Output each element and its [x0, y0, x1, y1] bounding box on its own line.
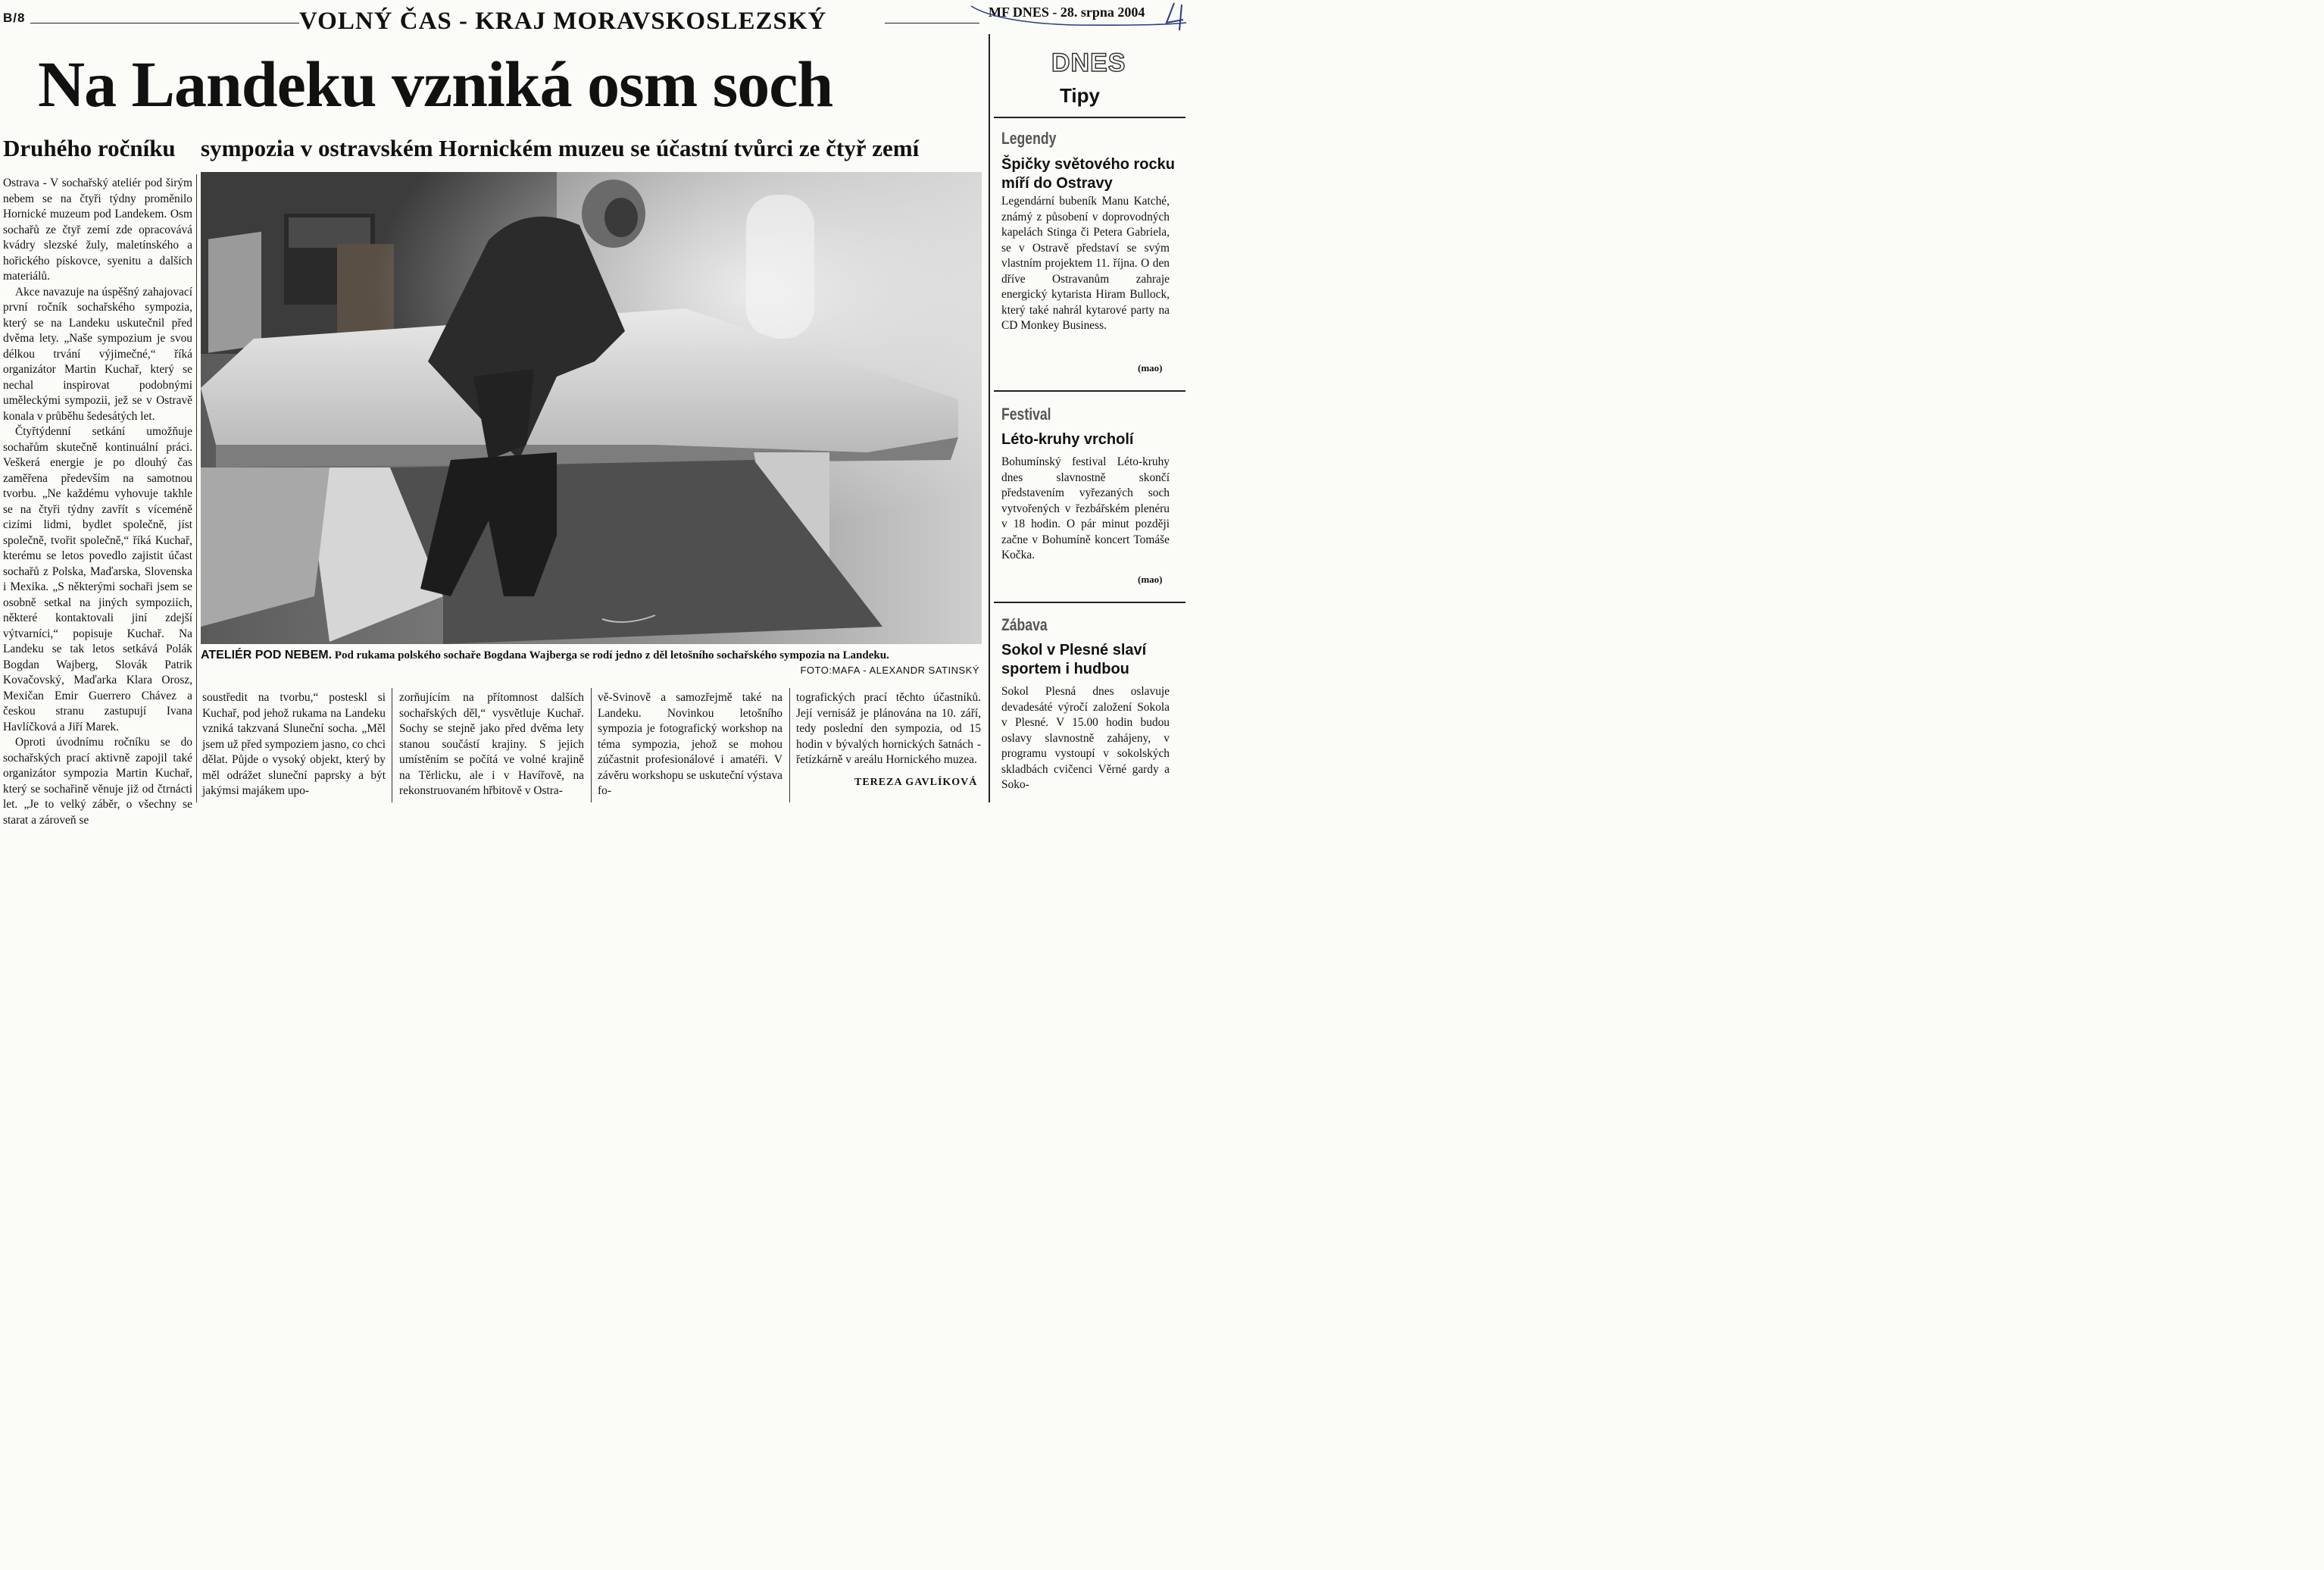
- sidebar-item-signature: (mao): [1138, 574, 1163, 585]
- article-column-3: [399, 690, 584, 799]
- article-column-2: [202, 690, 386, 799]
- paragraph: Čtyřtýdenní setkání umožňuje sochařům skutečně kontinuální práci. Veškerá energie je po dlouhý čas zaměřena především na samotnou tvorbu. „Ne každému vyhovuje takhle se na čtyři týdny zavřít s víceméně cizími lidmi, bydlet společně, jíst společně, tvořit společně,“ říká Kuchař, kterému se letos povedlo zajistit účast sochařů z Polska, Maďarska, Slovenska i Mexika. „S některými sochaři jsem se osobně setkal na jiných sympoziích, některé kontaktovali jiní zdejší výtvarníci,“ popisuje Kuchař. Na Landeku se tak letos setkává Polák Bogdan Wajberg, Slovák Patrik Kovačovský, Maďarka Klara Orosz, Mexičan Emir Guerrero Chávez a českou stranu zastupují Ivana Havlíčková a Jiří Marek.: [3, 425, 192, 733]
- photo-caption: [201, 649, 981, 662]
- paragraph: soustředit na tvorbu,“ posteskl si Kuchař, pod jehož rukama na Landeku vzniká takzvaná Sluneční socha. „Měl jsem už před sympoziem jasno, co chci dělat. Půjde o vysoký objekt, který by měl odrážet sluneční paprsky a být jakýmsi majákem upo-: [202, 691, 386, 797]
- column-divider: [789, 688, 790, 802]
- sidebar-item-signature: (mao): [1138, 362, 1163, 374]
- paragraph: vě-Svinově a samozřejmě také na Landeku. Novinkou letošního sympozia je fotografický workshop na téma sympozia, jehož se mohou zúčastnit profesionálové i amatéři. V závěru workshopu se uskuteční výstava fo-: [598, 691, 782, 797]
- sidebar-item-body: Legendární bubeník Manu Katché, známý z působení v doprovodných kapelách Stinga či Petera Gabriela, se v Ostravě představí se svým vlastním projektem 11. října. O den dříve Ostravanům zahraje energický kytarista Hiram Bullock, který také nahrál kytarové party na CD Monkey Business.: [1001, 195, 1170, 332]
- sidebar-category: Festival: [1001, 405, 1051, 424]
- article-column-4: [598, 690, 782, 799]
- subheadline-part1: Druhého ročníku: [3, 135, 176, 161]
- paragraph: tografických prací těchto účastníků. Její vernisáž je plánována na 10. září, tedy poslední den sympozia, od 15 hodin v bývalých hornických šatnách - řetízkárně v areálu Hornického muzea.: [796, 691, 981, 766]
- paragraph: Ostrava - V sochařský ateliér pod širým nebem se na čtyři týdny proměnilo Hornické muzeum pod Landekem. Osm sochařů ze čtyř zemí zde opracovává kvádry slezské žuly, maletínského a hořického pískovce, syenitu a dalších materiálů.: [3, 177, 192, 283]
- sidebar-title: DNES: [1051, 48, 1126, 77]
- author-byline: TEREZA GAVLÍKOVÁ: [854, 777, 978, 788]
- article-column-5: [796, 690, 981, 768]
- headline: Na Landeku vzniká osm soch: [38, 48, 833, 120]
- caption-text: Pod rukama polského sochaře Bogdana Wajberga se rodí jedno z děl letošního sochařského sympozia na Landeku.: [332, 649, 889, 661]
- sidebar-rule: [994, 602, 1185, 603]
- sidebar-item-title: Léto-kruhy vrcholí: [1001, 431, 1134, 448]
- column-divider: [591, 688, 592, 802]
- publication-date: MF DNES - 28. srpna 2004: [989, 5, 1145, 20]
- section-title: VOLNÝ ČAS - KRAJ MORAVSKOSLEZSKÝ: [299, 8, 827, 35]
- column-divider: [196, 174, 197, 802]
- caption-lead: ATELIÉR POD NEBEM.: [201, 649, 333, 661]
- sidebar-item-title: Špičky světového rocku míří do Ostravy: [1001, 156, 1175, 192]
- sidebar-category: Zábava: [1001, 615, 1048, 634]
- sidebar-rule: [994, 390, 1185, 392]
- photo-credit: FOTO:MAFA - ALEXANDR SATINSKÝ: [800, 665, 979, 676]
- sidebar-item-body: Sokol Plesná dnes oslavuje devadesáté výročí založení Sokola v Plesné. V 15.00 hodin budou oslavy slavnostně zahájeny, v programu vystoupí v sokolských skladbách cvičenci Věrné gardy a Soko-: [1001, 685, 1170, 791]
- sidebar-category: Legendy: [1001, 129, 1057, 148]
- article-photo: [201, 172, 982, 644]
- paragraph: Akce navazuje na úspěšný zahajovací první ročník sochařského sympozia, který se na Landeku uskutečnil před dvěma lety. „Naše sympozium je svou délkou trvání výjimečné,“ říká organizátor Martin Kuchař, který se nechal inspirovat podobnými uměleckými sympozii, jež se v Ostravě konala v průběhu šedesátých let.: [3, 285, 192, 423]
- sidebar-item-title: Sokol v Plesné slaví sportem i hudbou: [1001, 642, 1147, 677]
- page-number: B/8: [3, 11, 26, 25]
- article-column-1: [3, 176, 192, 828]
- subheadline-part2: sympozia v ostravském Hornickém muzeu se účastní tvůrci ze čtyř zemí: [201, 135, 920, 161]
- sidebar-item-body: Bohumínský festival Léto-kruhy dnes slavnostně skončí představením vyřezaných soch vytvořených v řezbářském plenéru v 18 hodin. O pár minut později začne v Bohumíně koncert Tomáše Kočka.: [1001, 455, 1170, 561]
- paragraph: Oproti úvodnímu ročníku se do sochařských prací aktivně zapojil také organizátor sympozia Martin Kuchař, který se sochařině věnuje již od čtrnácti let. „Je to velký záběr, o všechny se starat a zároveň se: [3, 736, 192, 827]
- sidebar-rule: [994, 117, 1185, 118]
- sidebar-subtitle: Tipy: [1060, 84, 1100, 107]
- paragraph: zorňujícím na přítomnost dalších sochařských děl,“ vysvětluje Kuchař. Sochy se stejně jako před dvěma lety stanou součástí krajiny. S jejich umístěním se počítá ve volné krajině na Těrlicku, ale i v Havířově, na rekonstruovaném hřbitově v Ostra-: [399, 691, 584, 797]
